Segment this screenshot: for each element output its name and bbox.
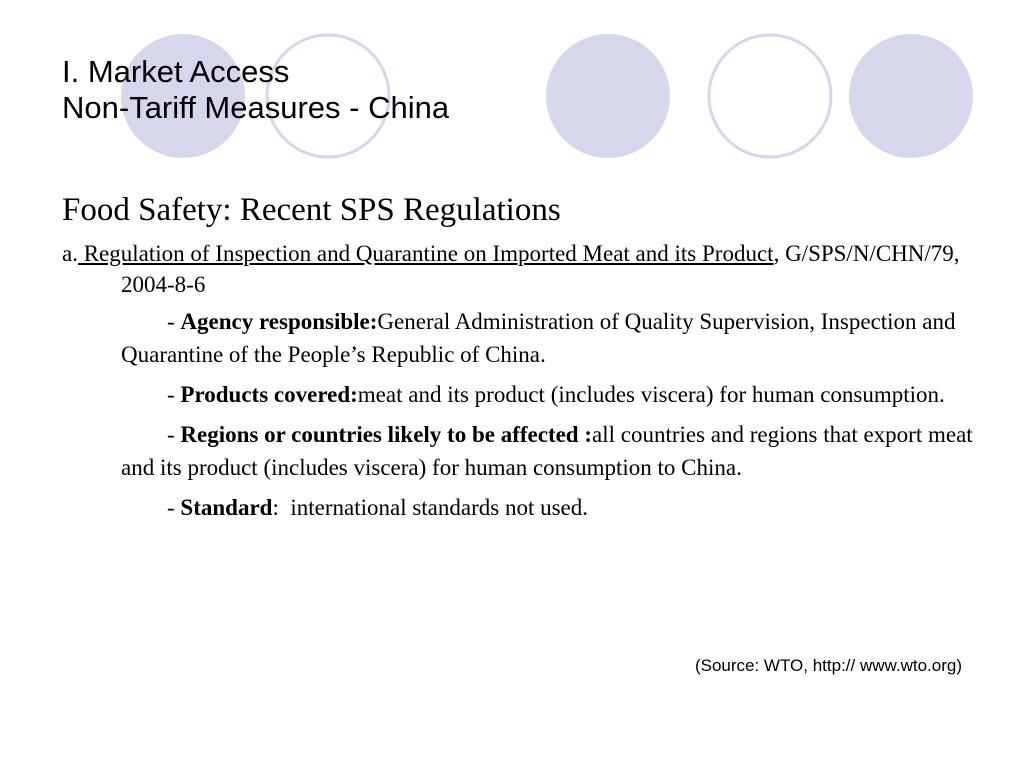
regulation-reference: , G/SPS/N/CHN/79, 2004-8-6	[121, 241, 960, 297]
detail-label: Regions or countries likely to be affected :	[180, 422, 593, 447]
regulation-title: Regulation of Inspection and Quarantine on Imported Meat and its Product	[77, 241, 774, 266]
source-citation: (Source: WTO, http:// www.wto.org)	[694, 656, 962, 675]
detail-label: Standard	[180, 495, 273, 520]
detail-agency	[121, 305, 982, 371]
circle-filled-3	[849, 34, 973, 158]
title-line-1: I. Market Access	[62, 54, 290, 89]
detail-dash: -	[167, 382, 181, 407]
detail-dash: -	[167, 309, 181, 334]
circle-filled-2	[546, 34, 670, 158]
slide-body	[62, 190, 982, 531]
slide-title	[62, 54, 449, 126]
detail-label: Agency responsible:	[180, 309, 378, 334]
detail-dash: -	[167, 495, 181, 520]
detail-standard	[121, 491, 982, 524]
regulation-item-a	[62, 238, 982, 300]
detail-text: international standards not used.	[290, 495, 589, 520]
section-heading: Food Safety: Recent SPS Regulations	[62, 192, 561, 228]
circle-outline-2	[709, 35, 831, 157]
detail-regions	[121, 418, 982, 484]
detail-text: meat and its product (includes viscera) for human consumption.	[357, 382, 945, 407]
detail-text: General Administration of Quality Supervision, Inspection and Quarantine of the People’s Republic of China.	[121, 309, 956, 367]
detail-label: Products covered:	[180, 382, 358, 407]
detail-dash: -	[167, 422, 181, 447]
detail-separator: :	[272, 495, 291, 520]
title-line-2: Non-Tariff Measures - China	[62, 90, 450, 125]
detail-products	[121, 378, 982, 411]
item-marker: a.	[62, 241, 78, 266]
detail-text: all countries and regions that export meat and its product (includes viscera) for human consumption to China.	[121, 422, 973, 480]
